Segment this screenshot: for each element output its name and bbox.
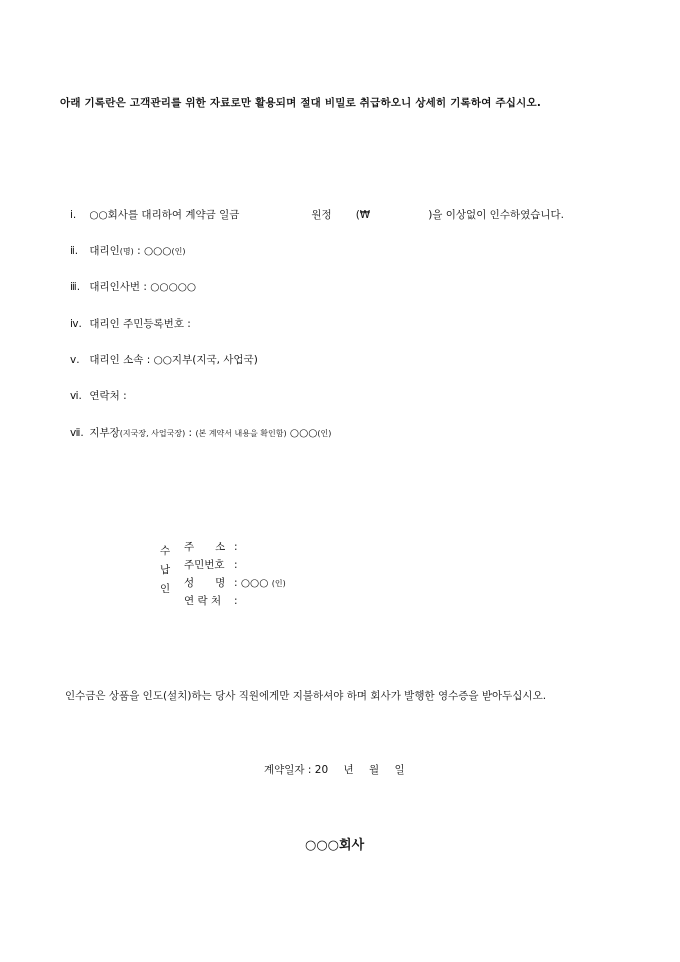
item-text: 대리인 소속 : ○○지부(지국, 사업국) xyxy=(89,354,258,366)
side-char: 납 xyxy=(160,564,171,576)
item-text: ○○회사를 대리하여 계약금 일금 xyxy=(89,209,240,221)
row-label: 주 소 xyxy=(184,541,226,553)
item-seal: (인) xyxy=(171,247,186,256)
item-number: ⅵ. xyxy=(70,390,82,402)
item-text-2: : xyxy=(185,427,196,439)
item-confirm-note: (본 계약서 내용을 확인함) xyxy=(195,429,287,438)
item-number: ⅰ. xyxy=(70,209,77,221)
row-label: 연 락 처 xyxy=(184,595,222,607)
item-number: ⅶ. xyxy=(70,427,84,439)
row-sep: : xyxy=(234,577,238,589)
item-6 xyxy=(70,388,127,403)
date-day: 일 xyxy=(394,764,405,776)
item-seal: (인) xyxy=(317,429,332,438)
item-3 xyxy=(70,279,196,294)
item-text: 대리인 xyxy=(89,245,120,257)
row-value: ○○○ xyxy=(240,577,269,589)
item-number: ⅲ. xyxy=(70,281,81,293)
item-small-label: (명) xyxy=(119,247,134,256)
recipient-block xyxy=(160,538,360,618)
side-char: 수 xyxy=(160,545,171,557)
item-4 xyxy=(70,316,191,331)
item-number: ⅴ. xyxy=(70,354,80,366)
payment-notice: 인수금은 상품을 인도(설치)하는 당사 직원에게만 지불하셔야 하며 회사가 발행한 영수증을 받아두십시오. xyxy=(65,690,547,702)
row-label: 주민번호 xyxy=(184,559,225,571)
recipient-rows xyxy=(184,538,286,610)
item-text-2: : ○○○ xyxy=(133,245,172,257)
item-2 xyxy=(70,243,185,258)
item-unit: 원정 xyxy=(311,209,332,221)
item-tail: )을 이상없이 인수하였습니다. xyxy=(428,209,565,221)
recipient-row-address xyxy=(184,538,286,556)
contract-date xyxy=(264,762,405,777)
recipient-side-label xyxy=(160,543,174,600)
item-text: 연락처 : xyxy=(89,390,127,402)
notice-text: 아래 기록란은 고객관리를 위한 자료로만 활용되며 절대 비밀로 취급하오니 상세히 기록하여 주십시오. xyxy=(60,97,542,109)
recipient-row-name xyxy=(184,574,286,592)
item-currency: (₩ xyxy=(355,209,371,221)
item-text-3: ○○○ xyxy=(286,427,318,439)
item-5 xyxy=(70,352,258,367)
date-year: 년 xyxy=(343,764,354,776)
row-sep: : xyxy=(234,595,238,607)
row-seal: (인) xyxy=(271,579,286,588)
item-text: 대리인사번 : ○○○○○ xyxy=(89,281,197,293)
row-sep: : xyxy=(234,559,238,571)
item-number: ⅳ. xyxy=(70,318,82,330)
company-name: ○○○회사 xyxy=(305,838,365,853)
item-number: ⅱ. xyxy=(70,245,79,257)
date-month: 월 xyxy=(369,764,380,776)
recipient-row-contact xyxy=(184,592,286,610)
item-7 xyxy=(70,425,331,440)
recipient-row-id-number xyxy=(184,556,286,574)
row-label: 성 명 xyxy=(184,577,226,589)
item-text: 대리인 주민등록번호 : xyxy=(89,318,191,330)
item-text: 지부장 xyxy=(89,427,120,439)
date-label: 계약일자 : 20 xyxy=(264,764,329,776)
side-char: 인 xyxy=(160,583,171,595)
row-sep: : xyxy=(234,541,238,553)
item-1 xyxy=(70,207,564,222)
item-small-label: (지국장, 사업국장) xyxy=(119,429,186,438)
